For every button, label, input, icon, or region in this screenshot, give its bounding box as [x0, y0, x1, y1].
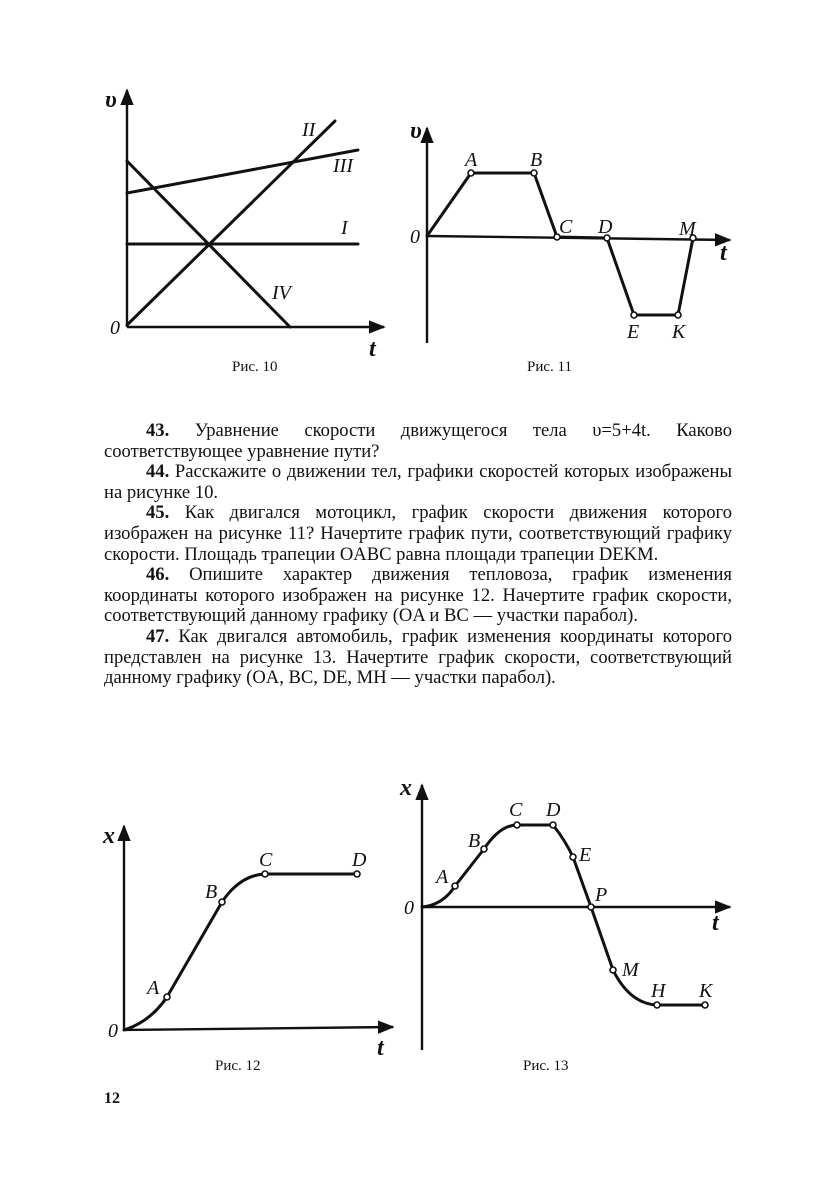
fig11-caption: Рис. 11: [527, 359, 572, 375]
problem-number: 45.: [146, 502, 170, 524]
problem-number: 43.: [146, 420, 170, 441]
fig13-point-C: [514, 822, 520, 828]
fig11-label-K: K: [672, 321, 686, 343]
fig13-origin-label: 0: [404, 897, 414, 919]
figure-11: [410, 118, 730, 375]
fig13-x-label: t: [712, 910, 719, 936]
problem-text: Опишите характер движения тепловоза, график изменения координаты которого изображен на рисунке 12. Начертите график скорости, соответствующий данному графику (OA и BC — участки парабол).: [104, 564, 732, 627]
fig13-point-D: [550, 822, 556, 828]
fig13-point-B: [481, 846, 487, 852]
problem-number: 47.: [146, 625, 170, 647]
fig12-x-axis: [124, 1027, 393, 1030]
fig12-y-label: x: [103, 823, 115, 849]
fig13-point-A: [452, 883, 458, 889]
fig11-point-K: [675, 312, 681, 318]
fig12-label-A: A: [147, 977, 160, 999]
figure-10: [105, 87, 384, 375]
fig12-caption: Рис. 12: [215, 1058, 261, 1074]
fig10-line-III: [127, 150, 358, 193]
fig13-label-M: M: [622, 959, 639, 981]
fig12-point-A: [164, 994, 170, 1000]
fig11-label-A: A: [465, 149, 478, 171]
fig12-origin-label: 0: [108, 1020, 118, 1042]
figure-12: [102, 823, 393, 1074]
fig10-x-label: t: [369, 336, 376, 362]
fig10-y-label: υ: [105, 87, 117, 113]
fig12-label-C: C: [259, 849, 273, 871]
fig12-label-B: B: [205, 881, 218, 903]
figure-13: [399, 775, 730, 1074]
fig11-label-E: E: [627, 321, 640, 343]
fig12-x-label: t: [377, 1035, 384, 1061]
fig10-caption: Рис. 10: [232, 359, 278, 375]
problem-44: [104, 462, 732, 503]
problem-45: [104, 503, 732, 565]
fig13-point-M: [610, 967, 616, 973]
problem-46: [104, 565, 732, 627]
fig13-label-E: E: [579, 844, 592, 866]
fig10-label-IV: IV: [272, 282, 291, 304]
fig10-origin-label: 0: [110, 317, 120, 339]
fig11-origin-label: 0: [410, 226, 420, 248]
fig11-label-C: C: [559, 216, 573, 238]
fig11-y-label: υ: [410, 118, 422, 144]
problem-43: [104, 421, 732, 462]
problem-list: [104, 421, 732, 689]
fig13-label-H: H: [651, 980, 666, 1002]
problem-number: 44.: [146, 461, 170, 483]
fig11-label-D: D: [598, 216, 613, 238]
fig12-coordinate-graph: [124, 874, 357, 1030]
fig13-point-K: [702, 1002, 708, 1008]
fig10-line-II: [127, 121, 335, 325]
fig10-label-II: II: [302, 119, 316, 141]
fig12-point-C: [262, 871, 268, 877]
problem-number: 46.: [146, 564, 170, 586]
fig13-point-H: [654, 1002, 660, 1008]
fig11-velocity-graph: [427, 173, 693, 315]
fig11-x-label: t: [720, 240, 727, 266]
fig12-label-D: D: [352, 849, 367, 871]
fig13-label-K: K: [699, 980, 713, 1002]
problem-text: Как двигался автомобиль, график изменения координаты которого представлен на рисунке 13. Начертите график скорости, соответствующий данному графику (OA, BC, DE, MH — участки парабол).: [104, 625, 732, 689]
fig12-point-D: [354, 871, 360, 877]
problem-text: Как двигался мотоцикл, график скорости движения которого изображен на рисунке 11? Начертите график пути, соответствующий графику скорости. Площадь трапеции OABC равна площади трапеции DEKM.: [104, 502, 732, 565]
fig13-label-B: B: [468, 830, 481, 852]
problem-text: Уравнение скорости движущегося тела υ=5+4t. Каково соответствующее уравнение пути?: [104, 420, 732, 462]
problem-text: Расскажите о движении тел, графики скоростей которых изображены на рисунке 10.: [104, 461, 732, 503]
fig13-point-P: [588, 904, 594, 910]
fig12-point-B: [219, 899, 225, 905]
fig13-label-C: C: [509, 799, 523, 821]
fig11-label-M: M: [679, 218, 696, 240]
fig13-coordinate-graph: [422, 825, 705, 1005]
problem-47: [104, 627, 732, 689]
fig13-point-E: [570, 854, 576, 860]
fig11-label-B: B: [530, 149, 543, 171]
fig13-label-A: A: [436, 866, 449, 888]
fig11-point-E: [631, 312, 637, 318]
page-number: 12: [104, 1090, 120, 1107]
fig10-label-I: I: [341, 217, 348, 239]
fig13-label-D: D: [546, 799, 561, 821]
fig13-y-label: x: [400, 775, 412, 801]
fig13-label-P: P: [595, 884, 608, 906]
fig13-caption: Рис. 13: [523, 1058, 569, 1074]
fig10-label-III: III: [333, 155, 353, 177]
